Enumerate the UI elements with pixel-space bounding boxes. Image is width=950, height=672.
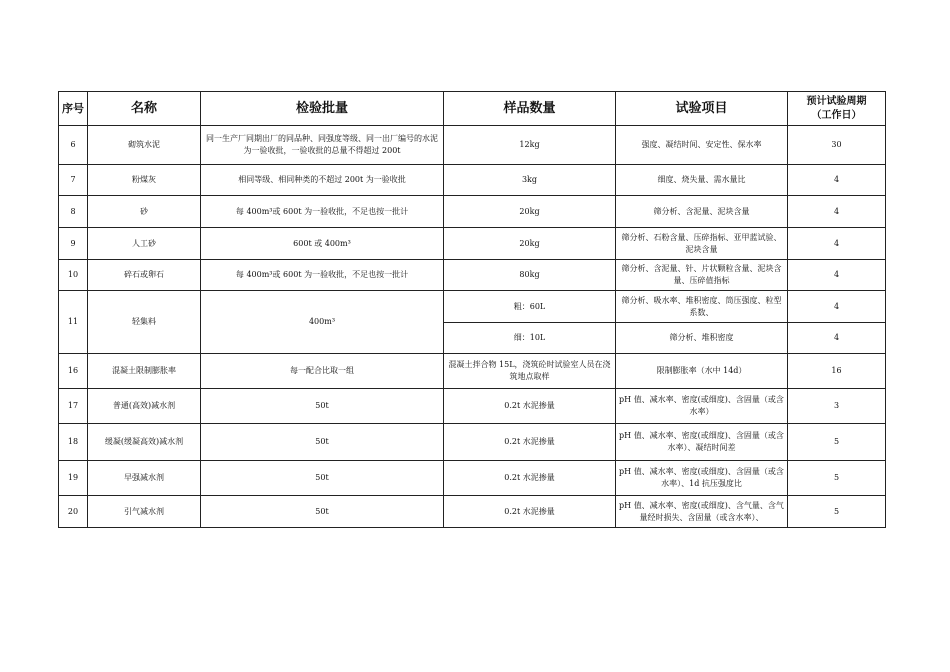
cell-name: 轻集料 (88, 291, 201, 354)
batch-text: 同一生产厂同期出厂的同品种、同强度等级、同一出厂编号的水泥为一验收批，一验收批的总量不得超过 200t (206, 134, 438, 155)
cell-batch: 600t 或 400m³ (201, 228, 444, 260)
items-text: pH 值、减水率、密度(或细度)、含固量（或含水率） (619, 395, 784, 416)
cell-sample: 80kg (444, 260, 616, 291)
cell-period: 4 (788, 165, 886, 196)
test-specification-table (58, 91, 886, 528)
table-row (59, 165, 886, 196)
table-row (59, 461, 886, 496)
cell-items (616, 291, 788, 323)
cell-sample: 0.2t 水泥掺量 (444, 389, 616, 424)
cell-name: 砂 (88, 196, 201, 228)
cell-name: 粉煤灰 (88, 165, 201, 196)
table-row (59, 389, 886, 424)
cell-batch: 400m³ (201, 291, 444, 354)
cell-period: 4 (788, 228, 886, 260)
cell-period: 4 (788, 260, 886, 291)
table-row (59, 291, 886, 323)
cell-sample: 0.2t 水泥掺量 (444, 461, 616, 496)
cell-items (616, 228, 788, 260)
cell-items: 细度、烧失量、需水量比 (616, 165, 788, 196)
cell-sample: 0.2t 水泥掺量 (444, 424, 616, 461)
cell-name: 普通(高效)减水剂 (88, 389, 201, 424)
cell-period: 5 (788, 424, 886, 461)
cell-name: 早强减水剂 (88, 461, 201, 496)
header-serial-number: 序号 (59, 92, 88, 126)
cell-sample: 12kg (444, 126, 616, 165)
cell-batch: 50t (201, 389, 444, 424)
cell-no: 20 (59, 496, 88, 528)
header-name: 名称 (88, 92, 201, 126)
cell-items: 限制膨胀率（水中 14d） (616, 354, 788, 389)
items-text: 筛分析、含泥量、针、片状颗粒含量、泥块含量、压碎值指标 (621, 264, 782, 285)
cell-name: 混凝土限制膨胀率 (88, 354, 201, 389)
table-row (59, 496, 886, 528)
cell-items: 筛分析、含泥量、泥块含量 (616, 196, 788, 228)
cell-batch: 每 400m³或 600t 为一验收批，不足也按一批计 (201, 196, 444, 228)
cell-items: 筛分析、堆积密度 (616, 323, 788, 354)
cell-sample (444, 354, 616, 389)
table-header-row (59, 92, 886, 126)
cell-no: 10 (59, 260, 88, 291)
cell-no: 8 (59, 196, 88, 228)
header-period-line2: （工作日） (811, 109, 862, 121)
sample-text: 混凝土拌合物 15L，浇筑砼时试验室人员在浇筑地点取样 (448, 360, 611, 381)
cell-period: 16 (788, 354, 886, 389)
header-sample-quantity: 样品数量 (444, 92, 616, 126)
cell-name: 缓凝(缓凝高效)减水剂 (88, 424, 201, 461)
cell-period: 30 (788, 126, 886, 165)
cell-batch: 相同等级、相同种类的不超过 200t 为一验收批 (201, 165, 444, 196)
cell-sample: 20kg (444, 228, 616, 260)
items-text: pH 值、减水率、密度(或细度)、含气量、含气量经时损失、含固量（或含水率）、 (619, 500, 784, 522)
cell-no: 16 (59, 354, 88, 389)
header-period-line1: 预计试验周期 (806, 95, 867, 107)
cell-name: 砌筑水泥 (88, 126, 201, 165)
items-text: 筛分析、吸水率、堆积密度、筒压强度、粒型系数、 (621, 295, 782, 317)
cell-no: 7 (59, 165, 88, 196)
items-text: pH 值、减水率、密度(或细度)、含固量（或含水率）、1d 抗压强度比 (619, 467, 784, 488)
table-row (59, 126, 886, 165)
cell-items (616, 424, 788, 461)
cell-batch: 50t (201, 424, 444, 461)
cell-no: 9 (59, 228, 88, 260)
cell-items (616, 461, 788, 496)
header-inspection-batch: 检验批量 (201, 92, 444, 126)
cell-batch: 每一配合比取一组 (201, 354, 444, 389)
header-test-period (788, 92, 886, 126)
items-text: pH 值、减水率、密度(或细度)、含固量（或含水率）、凝结时间差 (619, 431, 784, 452)
cell-sample: 20kg (444, 196, 616, 228)
cell-batch: 50t (201, 461, 444, 496)
cell-items: 强度、凝结时间、安定性、保水率 (616, 126, 788, 165)
table-row (59, 196, 886, 228)
cell-name: 碎石或卵石 (88, 260, 201, 291)
items-text: 筛分析、石粉含量、压碎指标、亚甲蓝试验、泥块含量 (621, 232, 782, 254)
table-row (59, 260, 886, 291)
table-row (59, 228, 886, 260)
cell-items (616, 389, 788, 424)
cell-no: 19 (59, 461, 88, 496)
cell-batch (201, 126, 444, 165)
header-test-items: 试验项目 (616, 92, 788, 126)
cell-period: 4 (788, 291, 886, 323)
cell-no: 11 (59, 291, 88, 354)
cell-sample: 0.2t 水泥掺量 (444, 496, 616, 528)
cell-no: 18 (59, 424, 88, 461)
table-row (59, 424, 886, 461)
cell-batch: 50t (201, 496, 444, 528)
cell-sample: 3kg (444, 165, 616, 196)
cell-sample: 粗：60L (444, 291, 616, 323)
cell-period: 3 (788, 389, 886, 424)
cell-batch: 每 400m³或 600t 为一验收批，不足也按一批计 (201, 260, 444, 291)
cell-items (616, 496, 788, 528)
cell-period: 5 (788, 461, 886, 496)
table-row (59, 354, 886, 389)
cell-no: 17 (59, 389, 88, 424)
cell-period: 4 (788, 323, 886, 354)
cell-items (616, 260, 788, 291)
cell-name: 人工砂 (88, 228, 201, 260)
cell-no: 6 (59, 126, 88, 165)
cell-period: 5 (788, 496, 886, 528)
cell-sample: 细：10L (444, 323, 616, 354)
cell-name: 引气减水剂 (88, 496, 201, 528)
cell-period: 4 (788, 196, 886, 228)
